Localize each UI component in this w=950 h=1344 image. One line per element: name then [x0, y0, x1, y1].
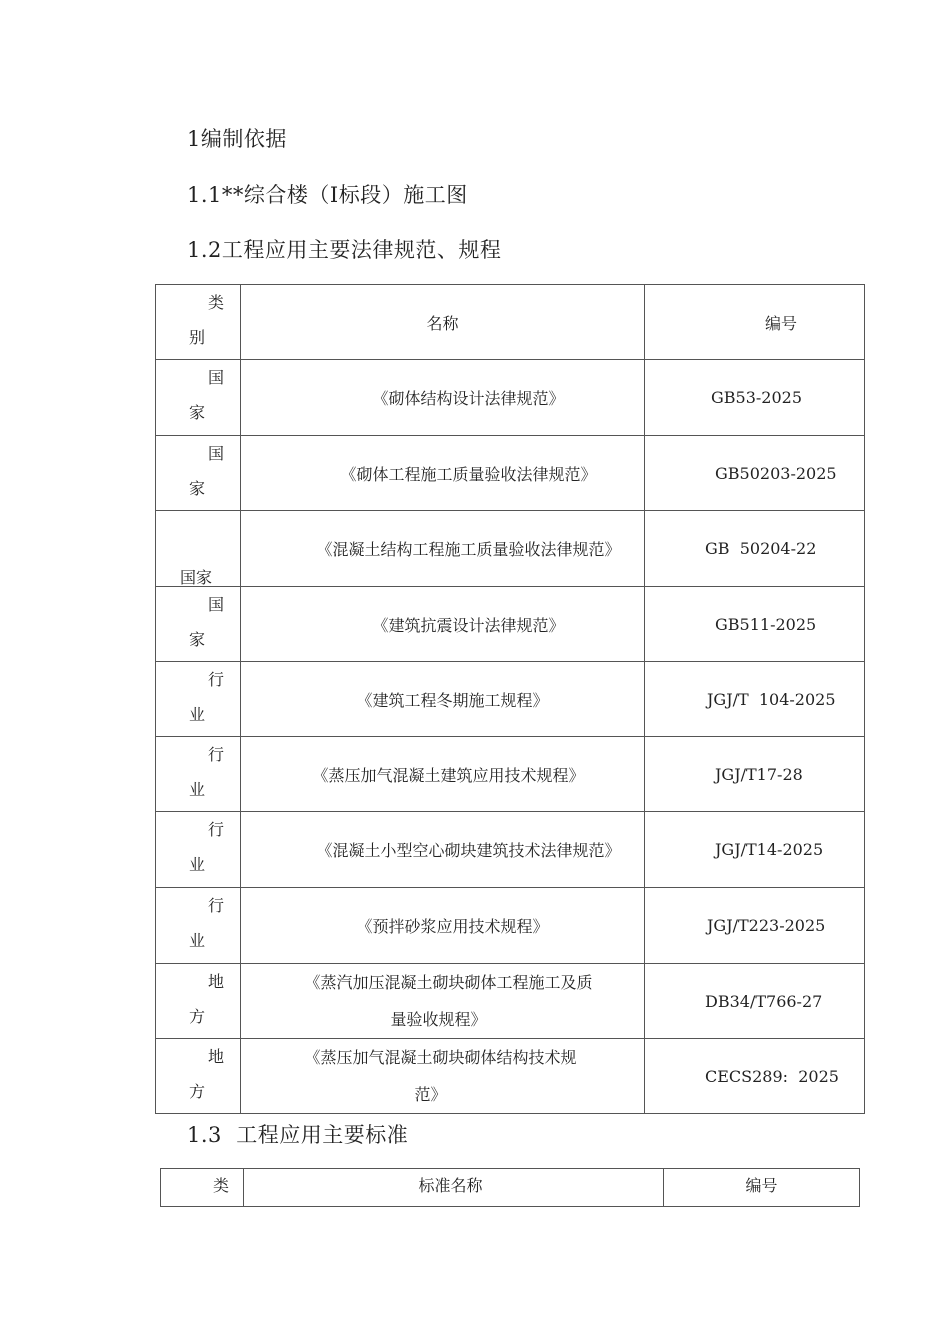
category-cell: [156, 964, 241, 1039]
category-header: [161, 1169, 244, 1207]
category-cell: [156, 888, 241, 964]
standard-code: [645, 888, 865, 964]
standard-name: [241, 587, 645, 662]
standard-name-text: 《蒸压加气混凝土建筑应用技术规程》: [312, 765, 585, 785]
standard-code: [645, 812, 865, 888]
standard-name-text: 《建筑抗震设计法律规范》: [372, 615, 565, 635]
table-row: [156, 964, 865, 1039]
standard-name-line2: 量验收规程》: [390, 1010, 487, 1029]
category-cell: [156, 587, 241, 662]
category-char1: 地: [208, 972, 225, 991]
category-char1: 地: [208, 1047, 225, 1066]
standard-code-text: DB34/T766-27: [705, 991, 823, 1011]
standard-code-text: GB50203-2025: [715, 463, 837, 483]
category-cell: [156, 662, 241, 737]
standard-name: [241, 436, 645, 511]
category-cell: [156, 812, 241, 888]
regulations-table: [155, 284, 865, 1114]
standard-code-text: GB 50204-22: [705, 539, 817, 558]
category-cell: [156, 360, 241, 436]
category-char1: 国: [208, 595, 225, 614]
category-char2: 业: [189, 705, 206, 724]
standard-name-line1: 《蒸汽加压混凝土砌块砌体工程施工及质: [304, 973, 593, 992]
standard-name-text: 《预拌砂浆应用技术规程》: [356, 917, 549, 936]
standard-name: [241, 737, 645, 812]
table-row: [156, 1039, 865, 1114]
standard-code: [645, 511, 865, 587]
standard-code-text: GB53-2025: [711, 388, 803, 407]
standard-code-text: JGJ/T17-28: [715, 764, 803, 784]
category-char2: 方: [189, 1007, 206, 1026]
category-header-text: 类: [213, 1176, 230, 1195]
table-row: [156, 360, 865, 436]
category-header-char2: 别: [189, 328, 206, 347]
category-char2: 家: [189, 479, 206, 498]
standard-code: [645, 1039, 865, 1114]
category-char1: 国: [208, 368, 225, 387]
section-1-2-heading: 1.2工程应用主要法律规范、规程: [187, 238, 502, 262]
standard-name-line1: 《蒸压加气混凝土砌块砌体结构技术规: [304, 1048, 577, 1067]
standard-code-text: JGJ/T223-2025: [707, 916, 826, 935]
standard-code: [645, 360, 865, 436]
name-header: [241, 285, 645, 360]
standard-name-text: 《混凝土小型空心砌块建筑技术法律规范》: [316, 841, 621, 860]
standard-code: [645, 662, 865, 737]
code-header: [645, 285, 865, 360]
category-cell: [156, 436, 241, 511]
table-row: [156, 812, 865, 888]
standard-code: [645, 964, 865, 1039]
table-row: [156, 737, 865, 812]
table-header-row: [156, 285, 865, 360]
standard-name: [241, 662, 645, 737]
standard-name-text: 《砌体工程施工质量验收法律规范》: [340, 464, 597, 484]
standard-name-text: 《砌体结构设计法律规范》: [372, 389, 565, 408]
category-char2: 业: [189, 855, 206, 874]
category-char2: 家: [189, 630, 206, 649]
standard-code: [645, 587, 865, 662]
code-header-text: 编号: [745, 1176, 778, 1195]
standard-code-text: CECS289: 2025: [705, 1066, 839, 1086]
standard-code-text: GB511-2025: [715, 614, 817, 634]
standard-code-text: JGJ/T14-2025: [715, 840, 824, 859]
table-header-row: [161, 1169, 860, 1207]
standard-name-text: 《混凝土结构工程施工质量验收法律规范》: [316, 540, 621, 559]
category-char1: 行: [208, 745, 225, 764]
name-header-text: 名称: [426, 313, 459, 333]
standard-name: [241, 360, 645, 436]
category-cell: [156, 737, 241, 812]
name-header-text: 标准名称: [418, 1176, 483, 1195]
code-header: [664, 1169, 860, 1207]
category-header-char1: 类: [208, 293, 225, 312]
category-char2: 业: [189, 780, 206, 799]
category-header: [156, 285, 241, 360]
standard-code: [645, 436, 865, 511]
standards-table: [160, 1168, 860, 1207]
table-row: [156, 436, 865, 511]
category-char1: 行: [208, 896, 225, 915]
category-char1: 国: [208, 444, 225, 463]
name-header: [244, 1169, 664, 1207]
standard-code-text: JGJ/T 104-2025: [707, 689, 836, 709]
category-char1: 行: [208, 820, 225, 839]
section-1-3-heading: 1.3 工程应用主要标准: [187, 1123, 409, 1147]
standard-name: [241, 1039, 645, 1114]
standard-name: [241, 888, 645, 964]
category-char2: 家: [189, 403, 206, 422]
category-char1: 行: [208, 670, 225, 689]
category-char2: 业: [189, 931, 206, 950]
section-1-heading: 1编制依据: [187, 127, 287, 151]
table-row: [156, 888, 865, 964]
category-char2: 方: [189, 1082, 206, 1101]
category-cell: [156, 1039, 241, 1114]
table-row: [156, 587, 865, 662]
standard-name: [241, 511, 645, 587]
code-header-text: 编号: [765, 313, 798, 333]
standard-name-line2: 范》: [414, 1085, 447, 1104]
standard-code: [645, 737, 865, 812]
category-text: 国家: [180, 568, 213, 587]
category-cell: [156, 511, 241, 587]
table-row: [156, 511, 865, 587]
table-row: [156, 662, 865, 737]
standard-name-text: 《建筑工程冬期施工规程》: [356, 690, 549, 710]
section-1-1-heading: 1.1**综合楼（I标段）施工图: [187, 183, 468, 207]
standard-name: [241, 812, 645, 888]
standard-name: [241, 964, 645, 1039]
